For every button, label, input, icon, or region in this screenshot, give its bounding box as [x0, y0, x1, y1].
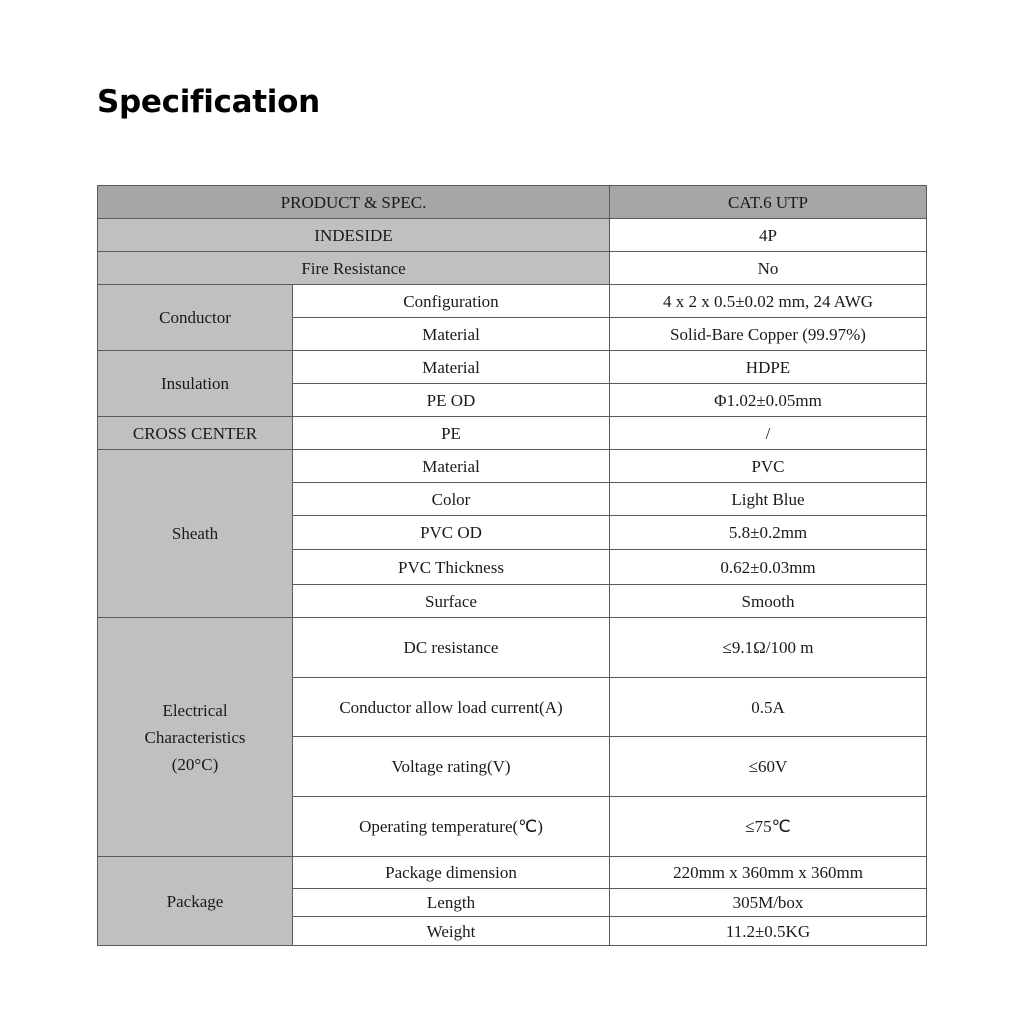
table-row — [98, 417, 927, 450]
table-header-row — [98, 186, 927, 219]
row-label: PE OD — [293, 384, 610, 417]
table-row — [98, 285, 927, 318]
row-label: Material — [293, 351, 610, 384]
row-value: Φ1.02±0.05mm — [610, 384, 927, 417]
row-label: PVC OD — [293, 516, 610, 550]
group-insulation: Insulation — [98, 351, 293, 417]
group-conductor: Conductor — [98, 285, 293, 351]
group-electrical-line: Electrical — [162, 700, 228, 720]
row-label: DC resistance — [293, 618, 610, 678]
group-electrical-line: Characteristics — [144, 727, 246, 747]
row-value: 5.8±0.2mm — [610, 516, 927, 550]
row-label: Configuration — [293, 285, 610, 318]
row-label: PVC Thickness — [293, 550, 610, 585]
page-title: Specification — [97, 84, 320, 120]
group-package: Package — [98, 857, 293, 946]
header-product-spec: PRODUCT & SPEC. — [98, 186, 610, 219]
row-label: PE — [293, 417, 610, 450]
row-label-indeside: INDESIDE — [98, 219, 610, 252]
row-value: / — [610, 417, 927, 450]
row-value: PVC — [610, 450, 927, 483]
row-value-indeside: 4P — [610, 219, 927, 252]
row-value: Solid-Bare Copper (99.97%) — [610, 318, 927, 351]
spec-table — [97, 185, 927, 946]
row-label: Conductor allow load current(A) — [293, 678, 610, 737]
table-row — [98, 618, 927, 678]
row-value: 4 x 2 x 0.5±0.02 mm, 24 AWG — [610, 285, 927, 318]
row-label-fire-resistance: Fire Resistance — [98, 252, 610, 285]
row-value: HDPE — [610, 351, 927, 384]
row-value: Light Blue — [610, 483, 927, 516]
row-label: Length — [293, 889, 610, 917]
row-value: 0.62±0.03mm — [610, 550, 927, 585]
row-value: ≤9.1Ω/100 m — [610, 618, 927, 678]
row-label: Package dimension — [293, 857, 610, 889]
row-value: 0.5A — [610, 678, 927, 737]
group-sheath: Sheath — [98, 450, 293, 618]
row-value: 11.2±0.5KG — [610, 917, 927, 946]
row-value: 305M/box — [610, 889, 927, 917]
table-row — [98, 450, 927, 483]
row-value: Smooth — [610, 585, 927, 618]
row-label: Material — [293, 318, 610, 351]
table-row — [98, 857, 927, 889]
header-model: CAT.6 UTP — [610, 186, 927, 219]
table-row — [98, 252, 927, 285]
row-label: Voltage rating(V) — [293, 737, 610, 797]
row-label: Surface — [293, 585, 610, 618]
table-row — [98, 219, 927, 252]
row-value: 220mm x 360mm x 360mm — [610, 857, 927, 889]
group-cross-center: CROSS CENTER — [98, 417, 293, 450]
row-label: Color — [293, 483, 610, 516]
row-label: Material — [293, 450, 610, 483]
group-electrical-line: (20°C) — [171, 754, 219, 774]
row-value-fire-resistance: No — [610, 252, 927, 285]
row-label: Weight — [293, 917, 610, 946]
row-value: ≤60V — [610, 737, 927, 797]
table-row — [98, 351, 927, 384]
group-electrical — [98, 618, 293, 857]
row-label: Operating temperature(℃) — [293, 797, 610, 857]
row-value: ≤75℃ — [610, 797, 927, 857]
